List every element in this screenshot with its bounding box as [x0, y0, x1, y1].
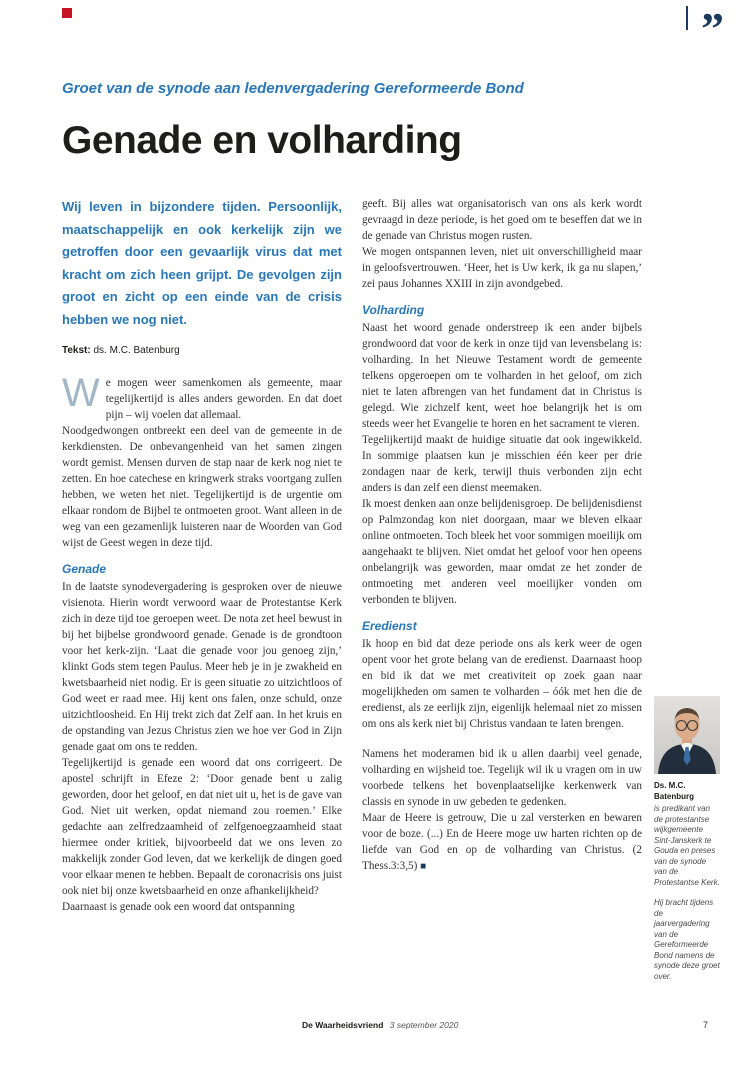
corner-rule: [686, 6, 688, 30]
portrait-photo-graphic: [654, 696, 720, 774]
left-column: [62, 196, 342, 982]
quote-mark-icon: ”: [701, 3, 724, 54]
sidebar-caption-note: Hij bracht tijdens de jaarvergadering van de Gereformeerde Bond namens de synode deze groet over.: [654, 898, 720, 981]
paragraph-genade-3-end: geeft. Bij alles wat organisatorisch van ons als kerk wordt gevraagd in deze periode, is het goed om te beseffen dat we in de genade van Christus mogen rusten.: [362, 198, 642, 242]
paragraph-opening-2: Noodgedwongen ontbreekt een deel van de gemeente in de kerkdiensten. De onbevangenheid van het samen zingen wordt gemist. Mensen durven de stap naar de kerk nog niet te zetten. En hoe catechese en kringwerk straks voortgang zullen hebben, we weten het niet. Tegelijkertijd is de urgentie om elkaar rondom de Bijbel te ontmoeten groot. Want alleen in de weg van een gezamenlijk luisteren naar de Woorden van God wijst de Geest wegen in deze tijd.: [62, 425, 342, 549]
left-column-text: [62, 371, 342, 915]
paragraph-closing-2: [362, 810, 642, 875]
byline: [62, 344, 342, 357]
intro-paragraph: Wij leven in bijzondere tijden. Persoonlijk, maatschappelijk en ook kerkelijk zijn we getroffen door een gevaarlijk virus dat met kracht om zich heen grijpt. De gevolgen zijn groot en zicht op een einde van de crisis hebben we nog niet.: [62, 199, 342, 327]
paragraph-genade-3-start: Daarnaast is genade ook een woord dat ontspanning: [62, 901, 295, 913]
paragraph-volharding-2: Tegelijkertijd maakt de huidige situatie dat ook ingewikkeld. In sommige plaatsen kun je misschien één keer per drie zondagen naar de kerk, terwijl thuis verbonden zijn echt anders is dan zelf een dienst meemaken.: [362, 434, 642, 494]
paragraph-volharding-3: Ik moest denken aan onze belijdenisgroep. De belijdenisdienst op Palmzondag kon niet doorgaan, maar we bleven elkaar online ontmoeten. Toch bleek het voor sommigen moeilijk om aangehaakt te blijven. Niet omdat het geloof voor hen opeens onbelangrijk was geworden, maar omdat ze het zonder de ontmoeting met anderen veel moeilijker vonden om verbonden te blijven.: [362, 498, 642, 606]
article-header: [62, 80, 720, 162]
dropcap: W: [62, 371, 100, 415]
byline-name: ds. M.C. Batenburg: [93, 345, 180, 356]
paragraph-closing-2-text: Maar de Heere is getrouw, Die u zal versterken en bewaren voor de boze. (...) En de Heere moge uw harten richten op de liefde van God en op de volharding van Christus. (2 Thess.3:3,5): [362, 812, 642, 872]
paragraph-closing-1: Namens het moderamen bid ik u allen daarbij veel genade, volharding en wijsheid toe. Tegelijk wil ik u vragen om in uw voorbede telkens het bovenplaatselijke kerkenwerk van classis en synode in uw gebeden te gedenken.: [362, 748, 642, 808]
article-body: [62, 196, 738, 982]
footer-page-number: 7: [702, 1020, 708, 1030]
paragraph-opening-1: [62, 371, 342, 423]
section-heading-genade: Genade: [62, 562, 107, 576]
sidebar-caption-bio: is predikant van de protestantse wijkgemeente Sint-Janskerk te Gouda en preses van de synode van de Protestantse Kerk.: [654, 804, 720, 887]
footer-magazine-name: De Waarheidsvriend: [302, 1020, 384, 1030]
section-heading-volharding: Volharding: [362, 303, 425, 317]
sidebar-caption-name: Ds. M.C. Batenburg: [654, 781, 694, 801]
paragraph-genade-1: In de laatste synodevergadering is gesproken over de nieuwe visienota. Hierin wordt verwoord waar de Protestantse Kerk zich in deze tijd toe geroepen weet. De nota zet heel bewust in bij het bijbelse grondwoord genade. Genade is de grondtoon voor het kerk-zijn. ‘Laat die genade voor jou genoeg zijn,’ klinkt Gods stem tegen Paulus. Meer heb je in je zwakheid en kwetsbaarheid niet nodig. Er is geen situatie zo uitzichtloos of God weet er raad mee. Hij kent ons falen, onze schuld, onze uitzichtloosheid. En Hij trekt zich dat Zelf aan. In het kruis en de opstanding van Jezus Christus zien we hoe ver God in Zijn genade gaat om ons te redden.: [62, 581, 342, 753]
footer: [302, 1020, 458, 1031]
paragraph-opening-1-text: e mogen weer samenkomen als gemeente, maar tegelijkertijd is alles anders geworden. En dat doet pijn – wij voelen dat allemaal.: [105, 377, 342, 421]
byline-label: Tekst:: [62, 345, 91, 356]
kicker: Groet van de synode aan ledenvergadering Gereformeerde Bond: [62, 80, 524, 97]
corner-red-square-icon: [62, 8, 72, 18]
paragraph-volharding-1: Naast het woord genade onderstreep ik een ander bijbels grondwoord dat voor de kerk in onze tijd van levensbelang is: volharding. In het Nieuwe Testament wordt de gemeente telkens opgeroepen om te volharden in het geloof, om zich niet te laten afbrengen van het fundament dat in Christus is gelegd. Wie zichzelf kent, weet hoe belangrijk het is om steeds weer het Evangelie te horen en het sacrament te vieren.: [362, 322, 642, 430]
footer-date: 3 september 2020: [389, 1020, 459, 1030]
section-heading-eredienst: Eredienst: [362, 619, 417, 633]
right-column-text: [362, 196, 642, 875]
right-column: [362, 196, 642, 982]
sidebar: [654, 196, 720, 982]
portrait-photo: [654, 696, 720, 774]
paragraph-genade-4: We mogen ontspannen leven, niet uit onverschilligheid maar in geloofsvertrouwen. ‘Heer, het is Uw kerk, ik ga nu slapen,’ zei paus Johannes XXIII in zijn avondgebed.: [362, 246, 642, 290]
paragraph-genade-2: Tegelijkertijd is genade een woord dat ons corrigeert. De apostel schrijft in Efeze 2: ‘Door genade bent u zalig geworden, door het geloof, en dat niet uit u, het is de gave van God. Niet uit werken, opdat niemand zou roemen.’ Elke gedachte aan zelfredzaamheid of zelfgenoegzaamheid staat hiermee onder kritiek, bijvoorbeeld dat we ons leven zo makkelijk zonder God leven, dat we kerkelijk de dingen goed voor elkaar menen te hebben. Bepaalt de coronacrisis ons juist ook niet bij onze kwetsbaarheid en onze afhankelijkheid?: [62, 757, 342, 897]
end-mark-icon: ■: [420, 861, 427, 872]
paragraph-eredienst-1: Ik hoop en bid dat deze periode ons als kerk weer de ogen opent voor het grote belang van de eredienst. Daarnaast hoop en bid ik dat we met creativiteit op zoek gaan naar mogelijkheden om samen te volharden – óók met hen die de eredienst, als ze eerlijk zijn, eigenlijk helemaal niet zo missen om ons als kerk niet bij Christus vandaan te laten brengen.: [362, 638, 642, 730]
page-title: Genade en volharding: [62, 119, 462, 162]
